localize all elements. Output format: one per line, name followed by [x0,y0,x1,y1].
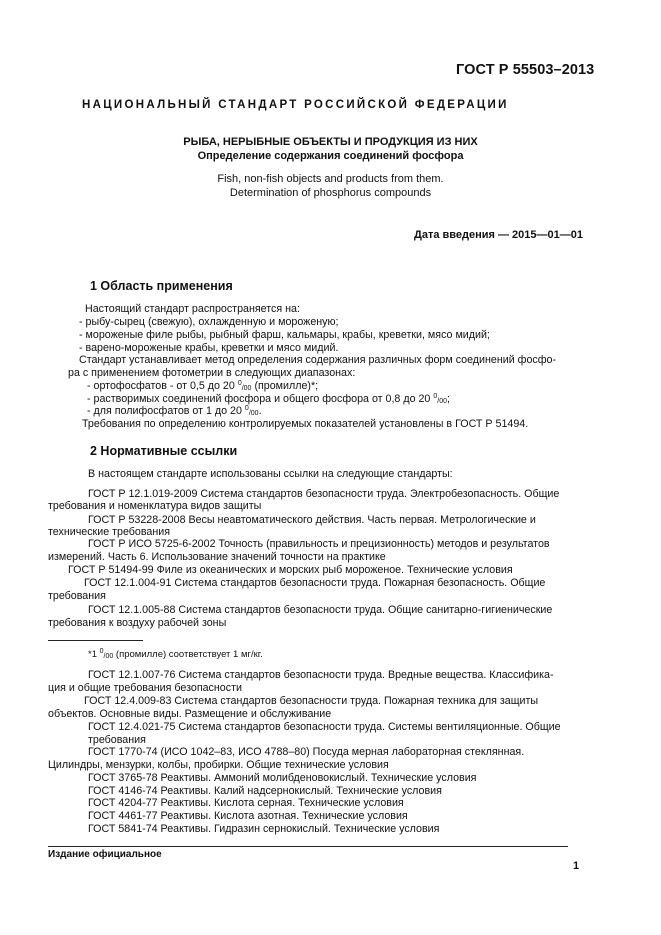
reference-line: ГОСТ 12.1.004-91 Система стандартов безопасности труда. Пожарная безопасность. Общие [84,577,546,589]
reference-line: ГОСТ 5841-74 Реактивы. Гидразин сернокислый. Технические условия [88,823,440,835]
introduction-date: Дата введения — 2015—01—01 [414,229,583,241]
reference-line: ГОСТ 3765-78 Реактивы. Аммоний молибденовокислый. Технические условия [88,772,477,784]
reference-line: требования [48,590,106,602]
reference-line: измерений. Часть 6. Использование значений точности на практике [48,551,386,563]
reference-line: требования и номенклатура видов защиты [48,500,262,512]
scope-line: - рыбу-сырец (свежую), охлажденную и мороженую; [79,316,339,328]
references-intro: В настоящем стандарте использованы ссылки на следующие стандарты: [88,468,453,480]
scope-line: Стандарт устанавливает метод определения содержания различных форм соединений фосфо- [79,354,557,366]
title-ru-line-1: РЫБА, НЕРЫБНЫЕ ОБЪЕКТЫ И ПРОДУКЦИЯ ИЗ НИХ [183,136,478,148]
reference-line: ГОСТ 4461-77 Реактивы. Кислота азотная. Технические условия [88,810,408,822]
scope-line: ра с применением фотометрии в следующих диапазонах: [68,367,356,379]
reference-line: ГОСТ 12.4.009-83 Система стандартов безопасности труда. Пожарная техника для защиты [84,695,539,707]
reference-line: ГОСТ 12.4.021-75 Система стандартов безопасности труда. Системы вентиляционные. Общие [88,721,561,733]
reference-line: ГОСТ Р 51494-99 Филе из океанических и морских рыб мороженое. Технические условия [68,564,513,576]
official-edition-label: Издание официальное [48,849,162,860]
scope-line: - варено-мороженые крабы, креветки и мясо мидий. [79,342,339,354]
footnote-rule [48,640,143,641]
section-2-heading: 2 Нормативные ссылки [90,444,238,458]
range-polyphosphates: - для полифосфатов от 1 до 20 $^0$/00. [87,405,262,417]
reference-line: ГОСТ 1770-74 (ИСО 1042–83, ИСО 4788–80) Посуда мерная лабораторная стеклянная. [88,746,525,758]
reference-line: ГОСТ 4204-77 Реактивы. Кислота серная. Технические условия [88,797,404,809]
reference-line: требования [88,734,146,746]
scope-line: Настоящий стандарт распространяется на: [85,303,300,315]
page-number: 1 [573,860,580,872]
reference-line: Цилиндры, мензурки, колбы, пробирки. Общие технические условия [48,759,389,771]
range-soluble-phosphorus: - растворимых соединений фосфора и общего фосфора от 0,8 до 20 $^0$/00; [87,393,450,405]
scope-line: - мороженые филе рыбы, рыбный фарш, кальмары, крабы, креветки, мясо мидий; [79,329,490,341]
reference-line: ГОСТ Р 53228-2008 Весы неавтоматического действия. Часть первая. Метрологические и [88,514,536,526]
reference-line: требования к воздуху рабочей зоны [48,617,227,629]
reference-line: ГОСТ 12.1.005-88 Система стандартов безопасности труда. Общие санитарно-гигиенические [88,604,553,616]
reference-line: объектов. Основные виды. Размещение и обслуживание [48,708,332,720]
gost-code: ГОСТ Р 55503–2013 [456,62,595,78]
title-en-line-1: Fish, non-fish objects and products from them. [217,173,444,185]
national-standard-banner: НАЦИОНАЛЬНЫЙ СТАНДАРТ РОССИЙСКОЙ ФЕДЕРАЦИИ [82,99,509,111]
title-ru-line-2: Определение содержания соединений фосфора [197,150,464,162]
reference-line: ция и общие требования безопасности [48,682,242,694]
reference-line: ГОСТ Р 12.1.019-2009 Система стандартов безопасности труда. Электробезопасность. Общие [88,488,560,500]
reference-line: ГОСТ Р ИСО 5725-6-2002 Точность (правильность и прецизионность) методов и результатов [88,538,550,550]
reference-line: технические требования [48,526,171,538]
reference-line: ГОСТ 4146-74 Реактивы. Калий надсернокислый. Технические условия [88,785,442,797]
title-en-line-2: Determination of phosphorus compounds [229,187,432,199]
range-orthophosphates: - ортофосфатов - от 0,5 до 20 $^0$/00 (промилле)*; [87,380,319,392]
scope-line: Требования по определению контролируемых показателей установлены в ГОСТ Р 51494. [82,418,529,430]
footer-rule [48,846,568,847]
section-1-heading: 1 Область применения [90,279,233,293]
footnote: *1 $^0$/00 (промилле) соответствует 1 мг/кг. [88,648,263,660]
reference-line: ГОСТ 12.1.007-76 Система стандартов безопасности труда. Вредные вещества. Классифика- [88,669,554,681]
